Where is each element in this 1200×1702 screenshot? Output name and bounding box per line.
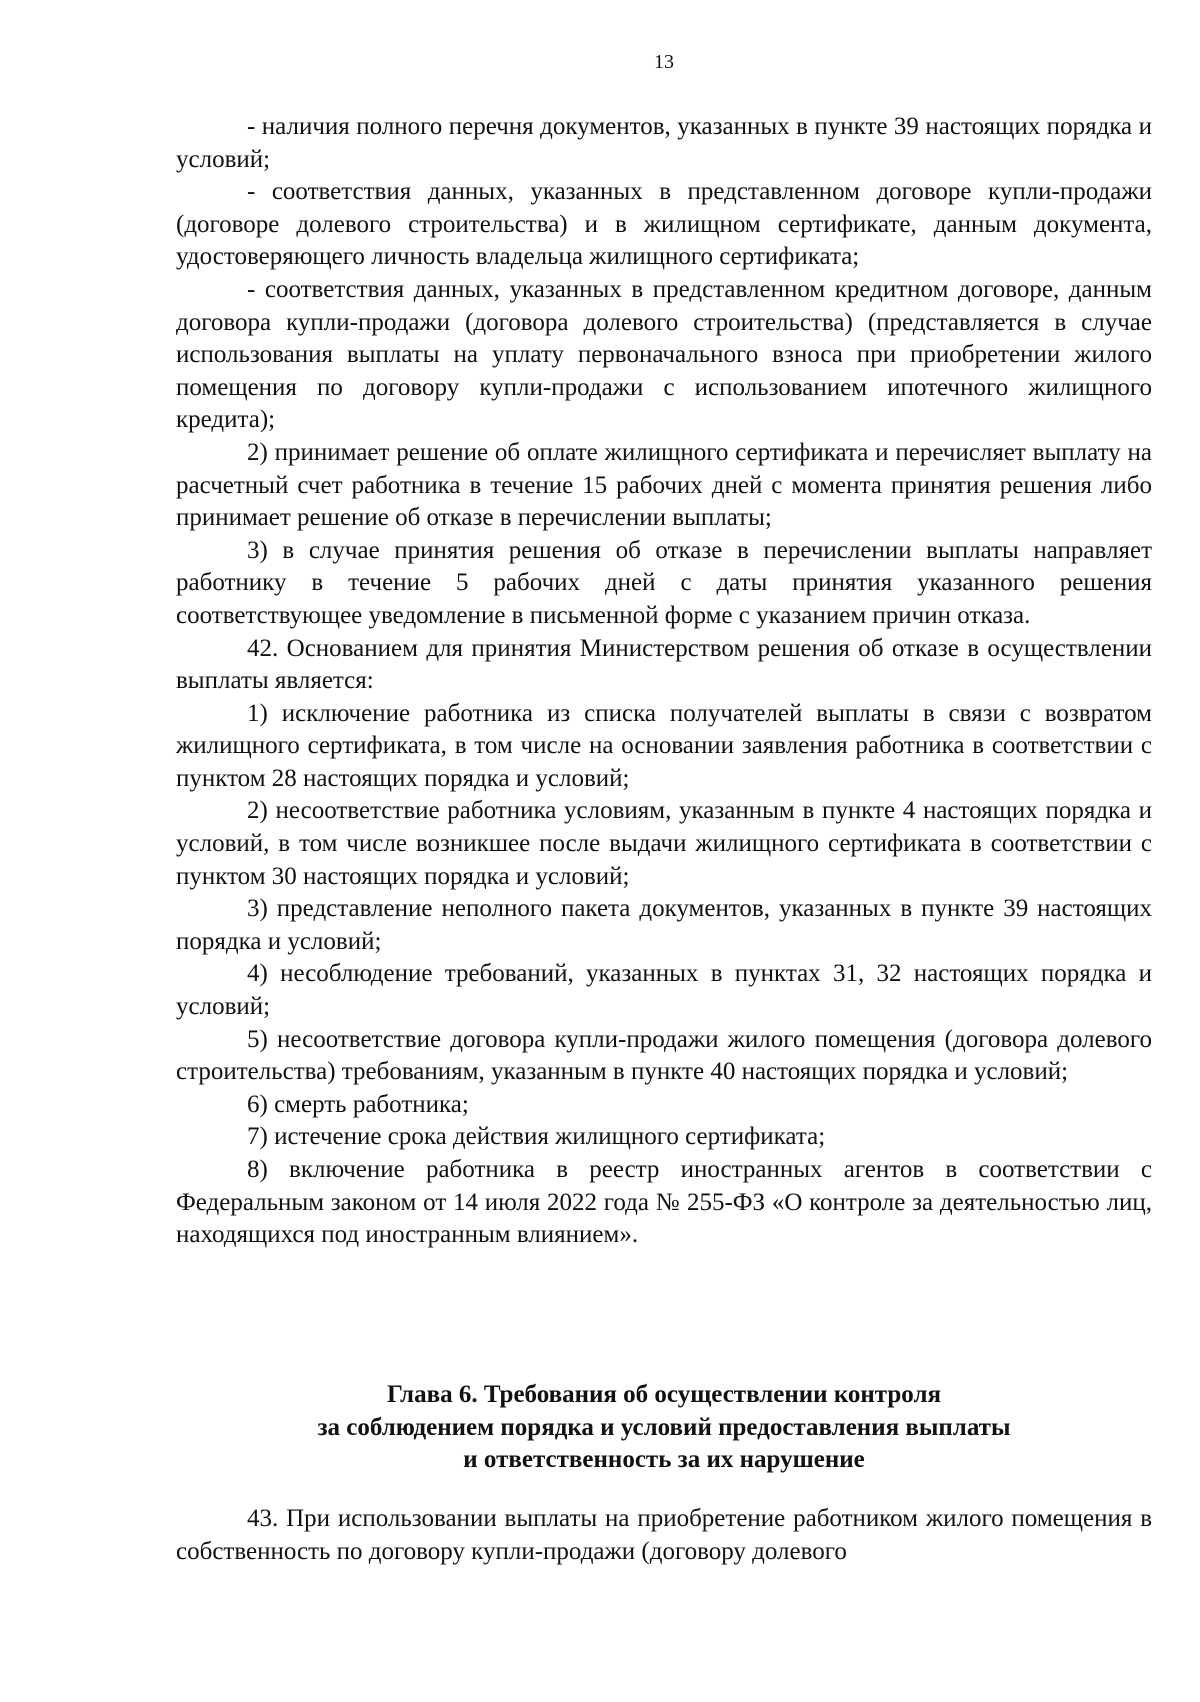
paragraph: 6) смерть работника;	[247, 1090, 469, 1118]
paragraph: 2) несоответствие работника условиям, указанным в пункте 4 настоящих порядка и условий, в том числе возникшее после выдачи жилищного сертификата в соответствии с пунктом 30 настоящих порядка и условий;	[176, 797, 1152, 890]
chapter-heading-line: за соблюдением порядка и условий предоставления выплаты	[317, 1413, 1011, 1441]
paragraph: 3) в случае принятия решения об отказе в перечислении выплаты направляет работнику в течение 5 рабочих дней с даты принятия указанного решения соответствующее уведомление в письменной форме с указанием причин отказа.	[176, 536, 1152, 629]
chapter-heading	[176, 1379, 1152, 1477]
document-body-continuation	[176, 1503, 1152, 1568]
chapter-heading-line: Глава 6. Требования об осуществлении контроля	[386, 1381, 942, 1408]
paragraph: 7) истечение срока действия жилищного сертификата;	[247, 1123, 826, 1151]
paragraph: 1) исключение работника из списка получателей выплаты в связи с возвратом жилищного сертификата, в том числе на основании заявления работника в соответствии с пунктом 28 настоящих порядка и условий;	[176, 699, 1152, 792]
paragraph: 3) представление неполного пакета документов, указанных в пункте 39 настоящих порядка и условий;	[176, 895, 1152, 955]
chapter-heading-line: и ответственность за их нарушение	[463, 1446, 865, 1474]
paragraph: 43. При использовании выплаты на приобретение работником жилого помещения в собственность по договору купли-продажи (договору долевого	[176, 1505, 1152, 1565]
paragraph: - соответствия данных, указанных в представленном договоре купли-продажи (договоре долевого строительства) и в жилищном сертификате, данным документа, удостоверяющего личность владельца жилищного сертификата;	[176, 178, 1152, 271]
paragraph: 2) принимает решение об оплате жилищного сертификата и перечисляет выплату на расчетный счет работника в течение 15 рабочих дней с момента принятия решения либо принимает решение об отказе в перечислении выплаты;	[176, 438, 1152, 532]
paragraph: 4) несоблюдение требований, указанных в пунктах 31, 32 настоящих порядка и условий;	[176, 960, 1152, 1021]
paragraph: 42. Основанием для принятия Министерством решения об отказе в осуществлении выплаты является:	[176, 634, 1152, 695]
page-number: 13	[654, 51, 674, 73]
paragraph: 5) несоответствие договора купли-продажи жилого помещения (договора долевого строительства) требованиям, указанным в пункте 40 настоящих порядка и условий;	[176, 1025, 1152, 1086]
paragraph: 8) включение работника в реестр иностранных агентов в соответствии с Федеральным законом от 14 июля 2022 года № 255-ФЗ «О контроле за деятельностью лиц, находящихся под иностранным влиянием».	[176, 1156, 1152, 1249]
paragraph: - соответствия данных, указанных в представленном кредитном договоре, данным договора купли-продажи (договора долевого строительства) (представляется в случае использования выплаты на уплату первоначального взноса при приобретении жилого помещения по договору купли-продажи с использованием ипотечного жилищного кредита);	[176, 275, 1152, 434]
document-body	[176, 111, 1152, 1252]
paragraph: - наличия полного перечня документов, указанных в пункте 39 настоящих порядка и условий;	[176, 113, 1152, 173]
